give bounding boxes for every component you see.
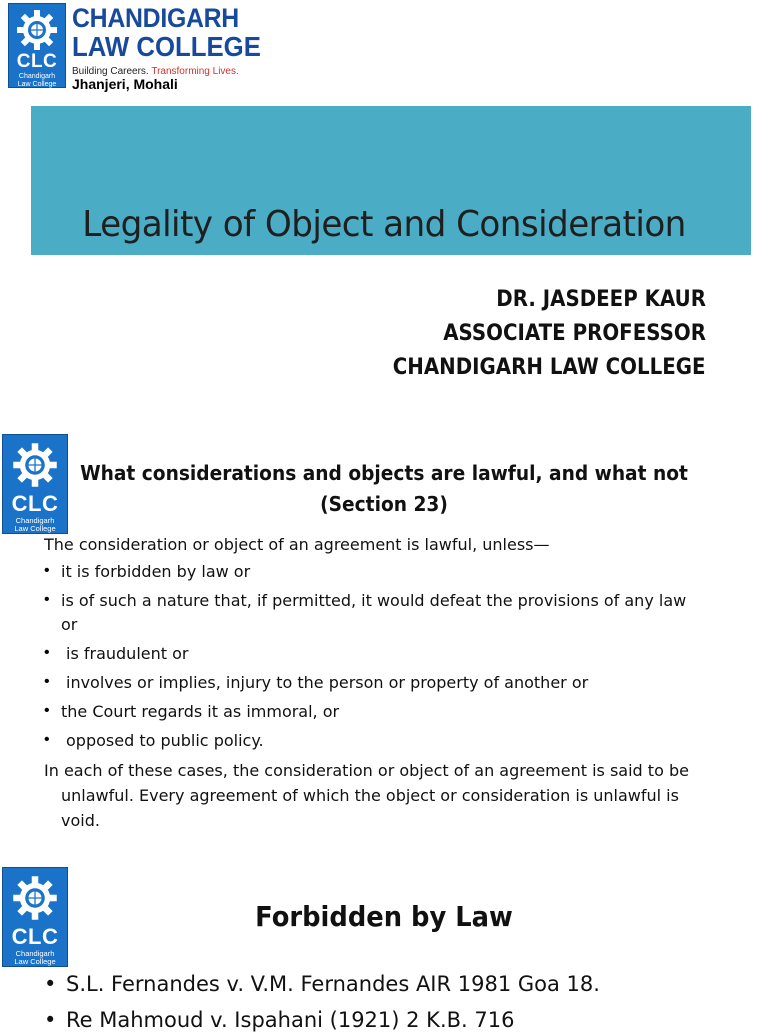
bullet-dot: • (44, 673, 50, 690)
bullet-dot: • (44, 972, 57, 996)
badge-sub-line1: Chandigarh (18, 73, 56, 80)
brand-line1: CHANDIGARH (72, 3, 239, 33)
bullet-dot: • (44, 591, 50, 608)
clc-logo-badge (8, 3, 66, 88)
bullet-item-continuation: or (61, 615, 78, 634)
bullet-item: is of such a nature that, if permitted, it would defeat the provisions of any law (61, 591, 687, 610)
bullet-dot: • (44, 562, 50, 579)
bullet-item: it is forbidden by law or (61, 562, 251, 581)
author-role: ASSOCIATE PROFESSOR (443, 321, 706, 346)
badge-clc-text: CLC (16, 51, 58, 72)
badge-sub-line2: Law College (14, 524, 56, 533)
bullet-dot: • (44, 1008, 57, 1032)
bullet-item: the Court regards it as immoral, or (61, 702, 340, 721)
tagline-part1: Building Careers. (72, 66, 149, 77)
case-citation: Re Mahmoud v. Ispahani (1921) 2 K.B. 716 (66, 1008, 515, 1032)
gear-globe-icon (10, 440, 60, 490)
badge-sub-line1: Chandigarh (15, 516, 55, 525)
bullet-item: involves or implies, injury to the person or property of another or (66, 673, 589, 692)
badge-clc-text: CLC (11, 924, 59, 949)
author-org: CHANDIGARH LAW COLLEGE (393, 355, 706, 380)
bullet-item: opposed to public policy. (66, 731, 264, 750)
closing-line3: void. (61, 811, 100, 830)
intro-text: The consideration or object of an agreement is lawful, unless— (44, 535, 550, 554)
bullet-dot: • (44, 644, 50, 661)
brand-line2: LAW COLLEGE (72, 31, 261, 62)
bullet-dot: • (44, 702, 50, 719)
badge-sub-line2: Law College (14, 957, 56, 966)
badge-sub-line1: Chandigarh (15, 949, 55, 958)
bullet-dot: • (44, 731, 50, 748)
clc-logo-badge-slide2 (2, 434, 68, 534)
badge-sub-line2: Law College (17, 81, 57, 88)
closing-line2: unlawful. Every agreement of which the object or consideration is unlawful is (61, 786, 679, 805)
slide-title: Legality of Object and Consideration (82, 204, 686, 245)
bullet-item: is fraudulent or (66, 644, 189, 663)
case-citation: S.L. Fernandes v. V.M. Fernandes AIR 1981 Goa 18. (66, 972, 600, 996)
tagline-part2: Transforming Lives. (151, 66, 239, 77)
author-name: DR. JASDEEP KAUR (496, 287, 706, 312)
badge-clc-text: CLC (11, 491, 59, 516)
forbidden-by-law-heading: Forbidden by Law (255, 900, 513, 933)
section-heading-line2: (Section 23) (320, 492, 448, 516)
gear-globe-icon (14, 7, 60, 53)
closing-line1: In each of these cases, the consideration or object of an agreement is said to be (44, 761, 689, 780)
location-text: Jhanjeri, Mohali (72, 76, 178, 92)
section-heading-line1: What considerations and objects are lawful, and what not (80, 461, 688, 485)
